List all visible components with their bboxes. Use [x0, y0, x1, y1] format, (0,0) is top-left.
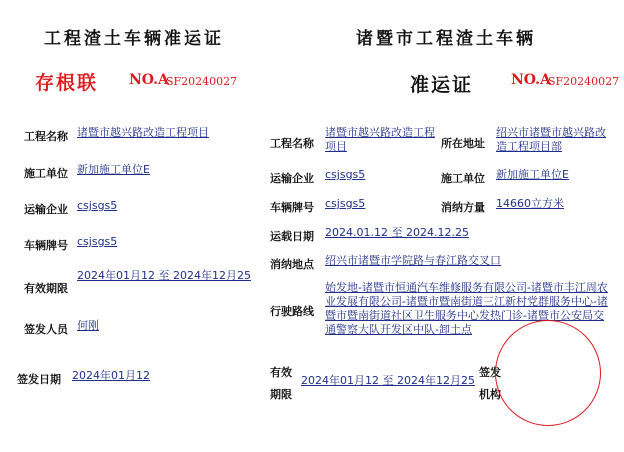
stub-transport-company-label: 运输企业 — [24, 203, 68, 216]
stub-no-label: NO.A — [129, 72, 169, 88]
permit-transport-date-label: 运载日期 — [270, 230, 314, 243]
permit-disposal-site-value: 绍兴市诸暨市学院路与春江路交叉口 — [325, 254, 501, 267]
permit-address-value: 绍兴市诸暨市越兴路改造工程项目部 — [496, 126, 606, 153]
stub-construction-unit-value: 新加施工单位E — [77, 163, 150, 176]
permit-route-label: 行驶路线 — [270, 305, 314, 318]
permit-address-label: 所在地址 — [441, 137, 485, 150]
permit-no-label: NO.A — [511, 72, 551, 88]
stub-validity-value: 2024年01月12 至 2024年12月25 — [77, 269, 251, 282]
stub-plate-number-label: 车辆牌号 — [24, 239, 68, 252]
permit-validity-label: 有效期限 — [270, 366, 292, 401]
stub-issue-date-value: 2024年01月12 — [72, 369, 150, 382]
stub-project-name-value: 诸暨市越兴路改造工程项目 — [77, 126, 209, 139]
permit-no-value: SF20240027 — [548, 75, 620, 88]
permit-construction-unit-label: 施工单位 — [441, 172, 485, 185]
permit-disposal-site-label: 消纳地点 — [270, 258, 314, 271]
stub-validity-label: 有效期限 — [24, 282, 68, 295]
stub-issuer-label: 签发人员 — [24, 323, 68, 336]
permit-plate-number-label: 车辆牌号 — [270, 201, 314, 214]
stub-issuer-value: 何刚 — [77, 319, 99, 332]
permit-construction-unit-value: 新加施工单位E — [496, 168, 569, 181]
permit-volume-value: 14660立方米 — [496, 197, 564, 210]
permit-issuing-authority-label: 签发机构 — [479, 366, 501, 401]
permit-route-value: 始发地-诸暨市恒通汽车维修服务有限公司-诸暨市丰江周农业发展有限公司-诸暨市暨南街道三江新村党群服务中心-诸暨市暨南街道社区卫生服务中心发热门诊-诸暨市公安局交通警察大队开发区中队-卸土点 — [325, 281, 608, 336]
permit-validity-value: 2024年01月12 至 2024年12月25 — [301, 374, 475, 387]
permit-transport-date-value: 2024.01.12 至 2024.12.25 — [325, 226, 469, 239]
stub-construction-unit-label: 施工单位 — [24, 167, 68, 180]
permit-volume-label: 消纳方量 — [441, 201, 485, 214]
stub-project-name-label: 工程名称 — [24, 130, 68, 143]
permit-title: 诸暨市工程渣土车辆 — [356, 29, 536, 49]
stub-no-value: SF20240027 — [166, 75, 238, 88]
official-seal — [495, 320, 601, 426]
stub-label: 存根联 — [35, 72, 99, 94]
permit-project-name-label: 工程名称 — [270, 137, 314, 150]
stub-plate-number-value: csjsgs5 — [77, 235, 118, 248]
stub-issue-date-label: 签发日期 — [17, 373, 61, 386]
permit-label: 准运证 — [410, 74, 474, 96]
permit-plate-number-value: csjsgs5 — [325, 197, 366, 210]
stub-title: 工程渣土车辆准运证 — [44, 29, 224, 49]
stub-transport-company-value: csjsgs5 — [77, 199, 118, 212]
permit-transport-company-label: 运输企业 — [270, 172, 314, 185]
permit-transport-company-value: csjsgs5 — [325, 168, 366, 181]
permit-project-name-value: 诸暨市越兴路改造工程项目 — [325, 126, 435, 153]
